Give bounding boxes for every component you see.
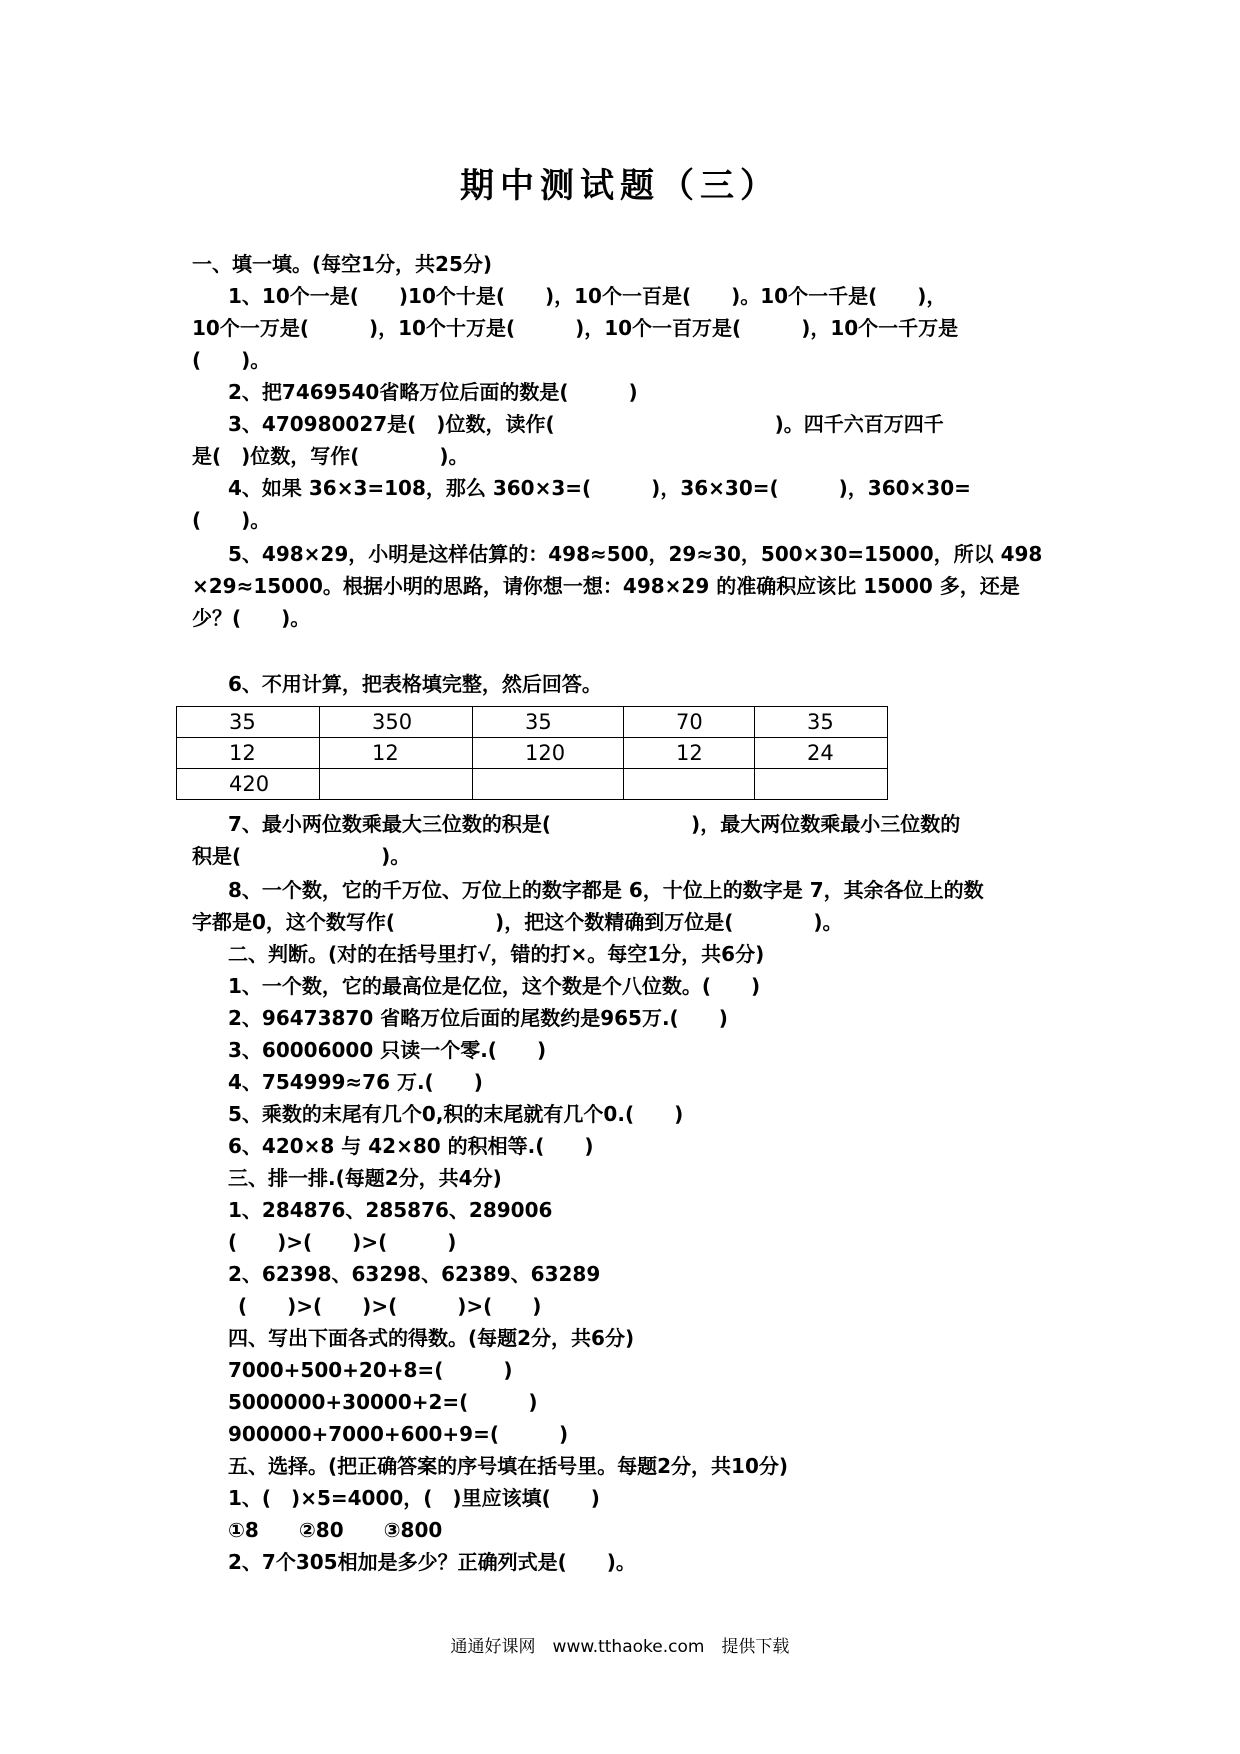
q5-line2: ×29≈15000。根据小明的思路，请你想一想：498×29 的准确积应该比 15000 多，还是 bbox=[192, 574, 1020, 598]
choice-item-2: 2、7个305相加是多少？正确列式是( )。 bbox=[228, 1550, 636, 1574]
table-row bbox=[177, 769, 888, 800]
order-item-1-blanks: ( )>( )>( ) bbox=[228, 1230, 457, 1254]
q4-line2: ( )。 bbox=[192, 508, 271, 532]
table-cell: 12 bbox=[624, 738, 755, 769]
q5-line1: 5、498×29，小明是这样估算的：498≈500，29≈30，500×30=15000，所以 498 bbox=[228, 542, 1043, 566]
judge-item-1: 1、一个数，它的最高位是亿位，这个数是个八位数。( ) bbox=[228, 974, 761, 998]
table-cell: 350 bbox=[320, 707, 473, 738]
table-cell: 24 bbox=[755, 738, 888, 769]
table-cell bbox=[755, 769, 888, 800]
order-item-1: 1、284876、285876、289006 bbox=[228, 1198, 553, 1222]
q3-line1: 3、470980027是( )位数，读作( )。四千六百万四千 bbox=[228, 412, 944, 436]
table-cell: 35 bbox=[177, 707, 320, 738]
table-cell: 12 bbox=[177, 738, 320, 769]
section4-heading: 四、写出下面各式的得数。(每题2分，共6分) bbox=[228, 1326, 635, 1350]
table-cell: 420 bbox=[177, 769, 320, 800]
page-title: 期中测试题（三） bbox=[460, 166, 780, 206]
table-cell: 12 bbox=[320, 738, 473, 769]
q1-line3: ( )。 bbox=[192, 348, 271, 372]
q1-line1: 1、10个一是( )10个十是( )，10个一百是( )。10个一千是( )， bbox=[228, 284, 947, 308]
sum-item-2: 5000000+30000+2=( ) bbox=[228, 1390, 538, 1414]
footer-credit: 通通好课网 www.tthaoke.com 提供下载 bbox=[450, 1637, 790, 1657]
q1-line2: 10个一万是( )，10个十万是( )，10个一百万是( )，10个一千万是 bbox=[192, 316, 959, 340]
table-cell bbox=[473, 769, 624, 800]
q5-line3: 少？( )。 bbox=[192, 606, 311, 630]
fill-table bbox=[176, 706, 888, 800]
table-cell bbox=[320, 769, 473, 800]
judge-item-4: 4、754999≈76 万.( ) bbox=[228, 1070, 483, 1094]
order-item-2-blanks: ( )>( )>( )>( ) bbox=[238, 1294, 542, 1318]
q7-line1: 7、最小两位数乘最大三位数的积是( )，最大两位数乘最小三位数的 bbox=[228, 812, 961, 836]
section2-heading: 二、判断。(对的在括号里打√，错的打×。每空1分，共6分) bbox=[228, 942, 765, 966]
judge-item-5: 5、乘数的末尾有几个0,积的末尾就有几个0.( ) bbox=[228, 1102, 684, 1126]
judge-item-3: 3、60006000 只读一个零.( ) bbox=[228, 1038, 547, 1062]
order-item-2: 2、62398、63298、62389、63289 bbox=[228, 1262, 601, 1286]
q7-line2: 积是( )。 bbox=[192, 844, 411, 868]
sum-item-1: 7000+500+20+8=( ) bbox=[228, 1358, 513, 1382]
section5-heading: 五、选择。(把正确答案的序号填在括号里。每题2分，共10分) bbox=[228, 1454, 789, 1478]
choice-item-1: 1、( )×5=4000，( )里应该填( ) bbox=[228, 1486, 600, 1510]
table-row bbox=[177, 738, 888, 769]
table-cell: 35 bbox=[755, 707, 888, 738]
table-cell: 70 bbox=[624, 707, 755, 738]
choice-item-1-options: ①8 ②80 ③800 bbox=[228, 1518, 443, 1542]
q8-line1: 8、一个数，它的千万位、万位上的数字都是 6，十位上的数字是 7，其余各位上的数 bbox=[228, 878, 984, 902]
q4-line1: 4、如果 36×3=108，那么 360×3=( )，36×30=( )，360×30= bbox=[228, 476, 971, 500]
q8-line2: 字都是0，这个数写作( )，把这个数精确到万位是( )。 bbox=[192, 910, 843, 934]
judge-item-6: 6、420×8 与 42×80 的积相等.( ) bbox=[228, 1134, 594, 1158]
q6: 6、不用计算，把表格填完整，然后回答。 bbox=[228, 672, 602, 696]
sum-item-3: 900000+7000+600+9=( ) bbox=[228, 1422, 569, 1446]
q3-line2: 是( )位数，写作( )。 bbox=[192, 444, 469, 468]
table-row bbox=[177, 707, 888, 738]
table-cell bbox=[624, 769, 755, 800]
section1-heading: 一、填一填。(每空1分，共25分) bbox=[192, 252, 493, 276]
section3-heading: 三、排一排.(每题2分，共4分) bbox=[228, 1166, 502, 1190]
q2: 2、把7469540省略万位后面的数是( ) bbox=[228, 380, 638, 404]
table-cell: 120 bbox=[473, 738, 624, 769]
judge-item-2: 2、96473870 省略万位后面的尾数约是965万.( ) bbox=[228, 1006, 728, 1030]
table-cell: 35 bbox=[473, 707, 624, 738]
